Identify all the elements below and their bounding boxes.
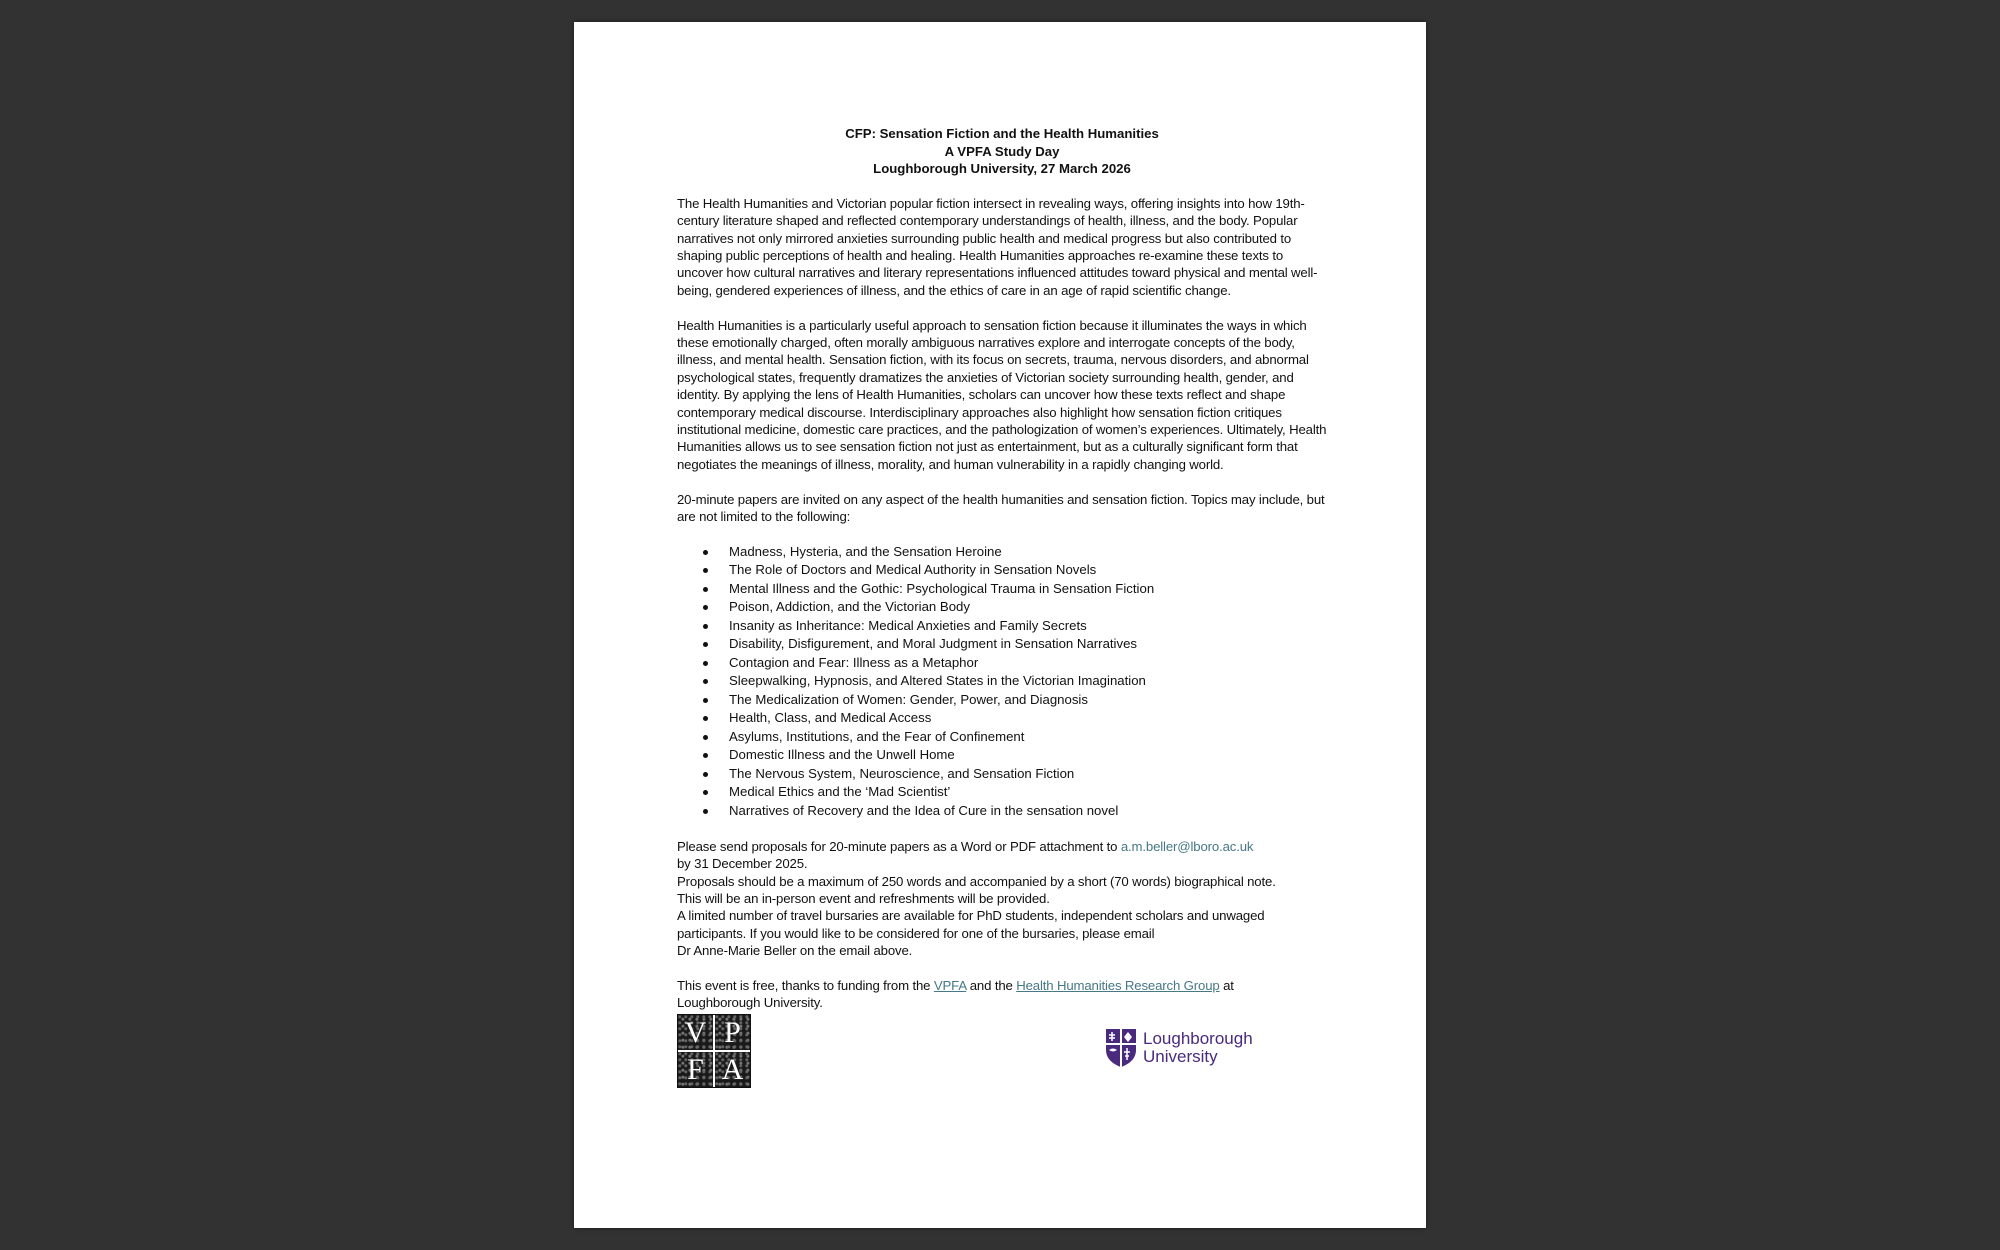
wordmark-line-2: University	[1143, 1046, 1218, 1066]
bursary-line-2: participants. If you would like to be considered for one of the bursaries, please email	[677, 925, 1155, 941]
bursary-line-3: Dr Anne-Marie Beller on the email above.	[677, 943, 913, 959]
list-item	[677, 765, 1327, 784]
list-item	[677, 728, 1327, 747]
topic-text: Health, Class, and Medical Access	[729, 710, 932, 726]
event-venue-date: Loughborough University, 27 March 2026	[873, 161, 1131, 177]
vpfa-letter-v: V	[678, 1015, 713, 1050]
submission-text: Please send proposals for 20-minute papers as a Word or PDF attachment to	[677, 838, 1121, 854]
vpfa-logo	[677, 1014, 751, 1088]
topic-text: Sleepwalking, Hypnosis, and Altered States in the Victorian Imagination	[729, 673, 1146, 689]
bullet-icon	[703, 624, 708, 629]
topic-text: The Role of Doctors and Medical Authority in Sensation Novels	[729, 562, 1097, 578]
topic-text: Mental Illness and the Gothic: Psychological Trauma in Sensation Fiction	[729, 580, 1155, 596]
vpfa-letter-p: P	[715, 1015, 750, 1050]
hhrg-link[interactable]: Health Humanities Research Group	[1016, 977, 1220, 993]
vpfa-letter-f: F	[678, 1052, 713, 1087]
vpfa-letter-a: A	[715, 1052, 750, 1087]
bullet-icon	[703, 809, 708, 814]
bullet-icon	[703, 698, 708, 703]
intro-paragraph: The Health Humanities and Victorian popular fiction intersect in revealing ways, offering insights into how 19th-century literature shaped and reflected contemporary understandings of health, illness, and the body. Popular narratives not only mirrored anxieties surrounding public health and medical progress but also contributed to shaping public perceptions of health and healing. Health Humanities approaches re-examine these texts to uncover how cultural narratives and literary representations influenced attitudes toward physical and mental well-being, gendered experiences of illness, and the ethics of care in an age of rapid scientific change.	[677, 195, 1318, 298]
funding-text: This event is free, thanks to funding from the	[677, 977, 934, 993]
bullet-icon	[703, 735, 708, 740]
logos-row	[677, 1012, 1327, 1092]
topic-text: Contagion and Fear: Illness as a Metaphor	[729, 654, 979, 670]
bullet-icon	[703, 790, 708, 795]
bullet-icon	[703, 605, 708, 610]
document-page	[574, 22, 1426, 1228]
bursary-line-1: A limited number of travel bursaries are available for PhD students, independent scholars and unwaged	[677, 908, 1265, 924]
bullet-icon	[703, 753, 708, 758]
call-paragraph: 20-minute papers are invited on any aspect of the health humanities and sensation fiction. Topics may include, but are not limited to the following:	[677, 491, 1325, 525]
funding-line-2: Loughborough University.	[677, 995, 823, 1011]
list-item	[677, 543, 1327, 562]
bullet-icon	[703, 716, 708, 721]
topic-text: The Nervous System, Neuroscience, and Sensation Fiction	[729, 765, 1075, 781]
event-format-line: This will be an in-person event and refreshments will be provided.	[677, 890, 1050, 906]
list-item	[677, 783, 1327, 802]
topic-text: Narratives of Recovery and the Idea of Cure in the sensation novel	[729, 802, 1119, 818]
bullet-icon	[703, 587, 708, 592]
list-item	[677, 672, 1327, 691]
topic-text: Poison, Addiction, and the Victorian Body	[729, 599, 970, 615]
vpfa-link[interactable]: VPFA	[933, 977, 967, 993]
wordmark-line-1: Loughborough	[1143, 1028, 1253, 1048]
topic-text: Insanity as Inheritance: Medical Anxieties and Family Secrets	[729, 617, 1087, 633]
topic-text: Madness, Hysteria, and the Sensation Heroine	[729, 543, 1002, 559]
bullet-icon	[703, 642, 708, 647]
university-shield-icon	[1105, 1028, 1137, 1068]
submission-line-1	[677, 838, 1327, 855]
list-item	[677, 691, 1327, 710]
word-limit-line: Proposals should be a maximum of 250 words and accompanied by a short (70 words) biographical note.	[677, 873, 1276, 889]
list-item	[677, 802, 1327, 821]
bullet-icon	[703, 772, 708, 777]
topic-text: Disability, Disfigurement, and Moral Judgment in Sensation Narratives	[729, 636, 1138, 652]
list-item	[677, 635, 1327, 654]
list-item	[677, 580, 1327, 599]
page-content	[677, 125, 1327, 1092]
topic-text: Asylums, Institutions, and the Fear of Confinement	[729, 728, 1025, 744]
list-item	[677, 598, 1327, 617]
list-item	[677, 746, 1327, 765]
submission-details	[677, 838, 1327, 960]
funding-text: and the	[966, 977, 1017, 993]
funding-text: at	[1219, 977, 1234, 993]
page-title: CFP: Sensation Fiction and the Health Humanities	[845, 126, 1159, 141]
deadline-line: by 31 December 2025.	[677, 856, 808, 872]
loughborough-wordmark	[1143, 1030, 1253, 1066]
approach-paragraph: Health Humanities is a particularly useful approach to sensation fiction because it illuminates the ways in which these emotionally charged, often morally ambiguous narratives explore and interrogate concepts of the body, illness, and mental health. Sensation fiction, with its focus on secrets, trauma, nervous disorders, and abnormal psychological states, frequently dramatizes the anxieties of Victorian society surrounding health, gender, and identity. By applying the lens of Health Humanities, scholars can uncover how these texts reflect and shape contemporary medical discourse. Interdisciplinary approaches also highlight how sensation fiction critiques institutional medicine, domestic care practices, and the pathologization of women’s experiences. Ultimately, Health Humanities allows us to see sensation fiction not just as entertainment, but as a culturally significant form that negotiates the meanings of illness, morality, and human vulnerability in a rapidly changing world.	[677, 317, 1327, 472]
topic-text: Domestic Illness and the Unwell Home	[729, 747, 955, 763]
bullet-icon	[703, 550, 708, 555]
title-block	[677, 125, 1327, 178]
topics-list	[677, 543, 1327, 821]
list-item	[677, 709, 1327, 728]
email-link[interactable]: a.m.beller@lboro.ac.uk	[1120, 838, 1254, 854]
page-subtitle: A VPFA Study Day	[944, 143, 1060, 159]
bullet-icon	[703, 661, 708, 666]
list-item	[677, 654, 1327, 673]
topic-text: Medical Ethics and the ‘Mad Scientist’	[729, 784, 951, 800]
funding-note	[677, 977, 1327, 1012]
list-item	[677, 617, 1327, 636]
topic-text: The Medicalization of Women: Gender, Power, and Diagnosis	[729, 691, 1088, 707]
bullet-icon	[703, 679, 708, 684]
list-item	[677, 561, 1327, 580]
funding-line-1	[677, 977, 1327, 994]
loughborough-logo	[1105, 1028, 1253, 1068]
bullet-icon	[703, 568, 708, 573]
